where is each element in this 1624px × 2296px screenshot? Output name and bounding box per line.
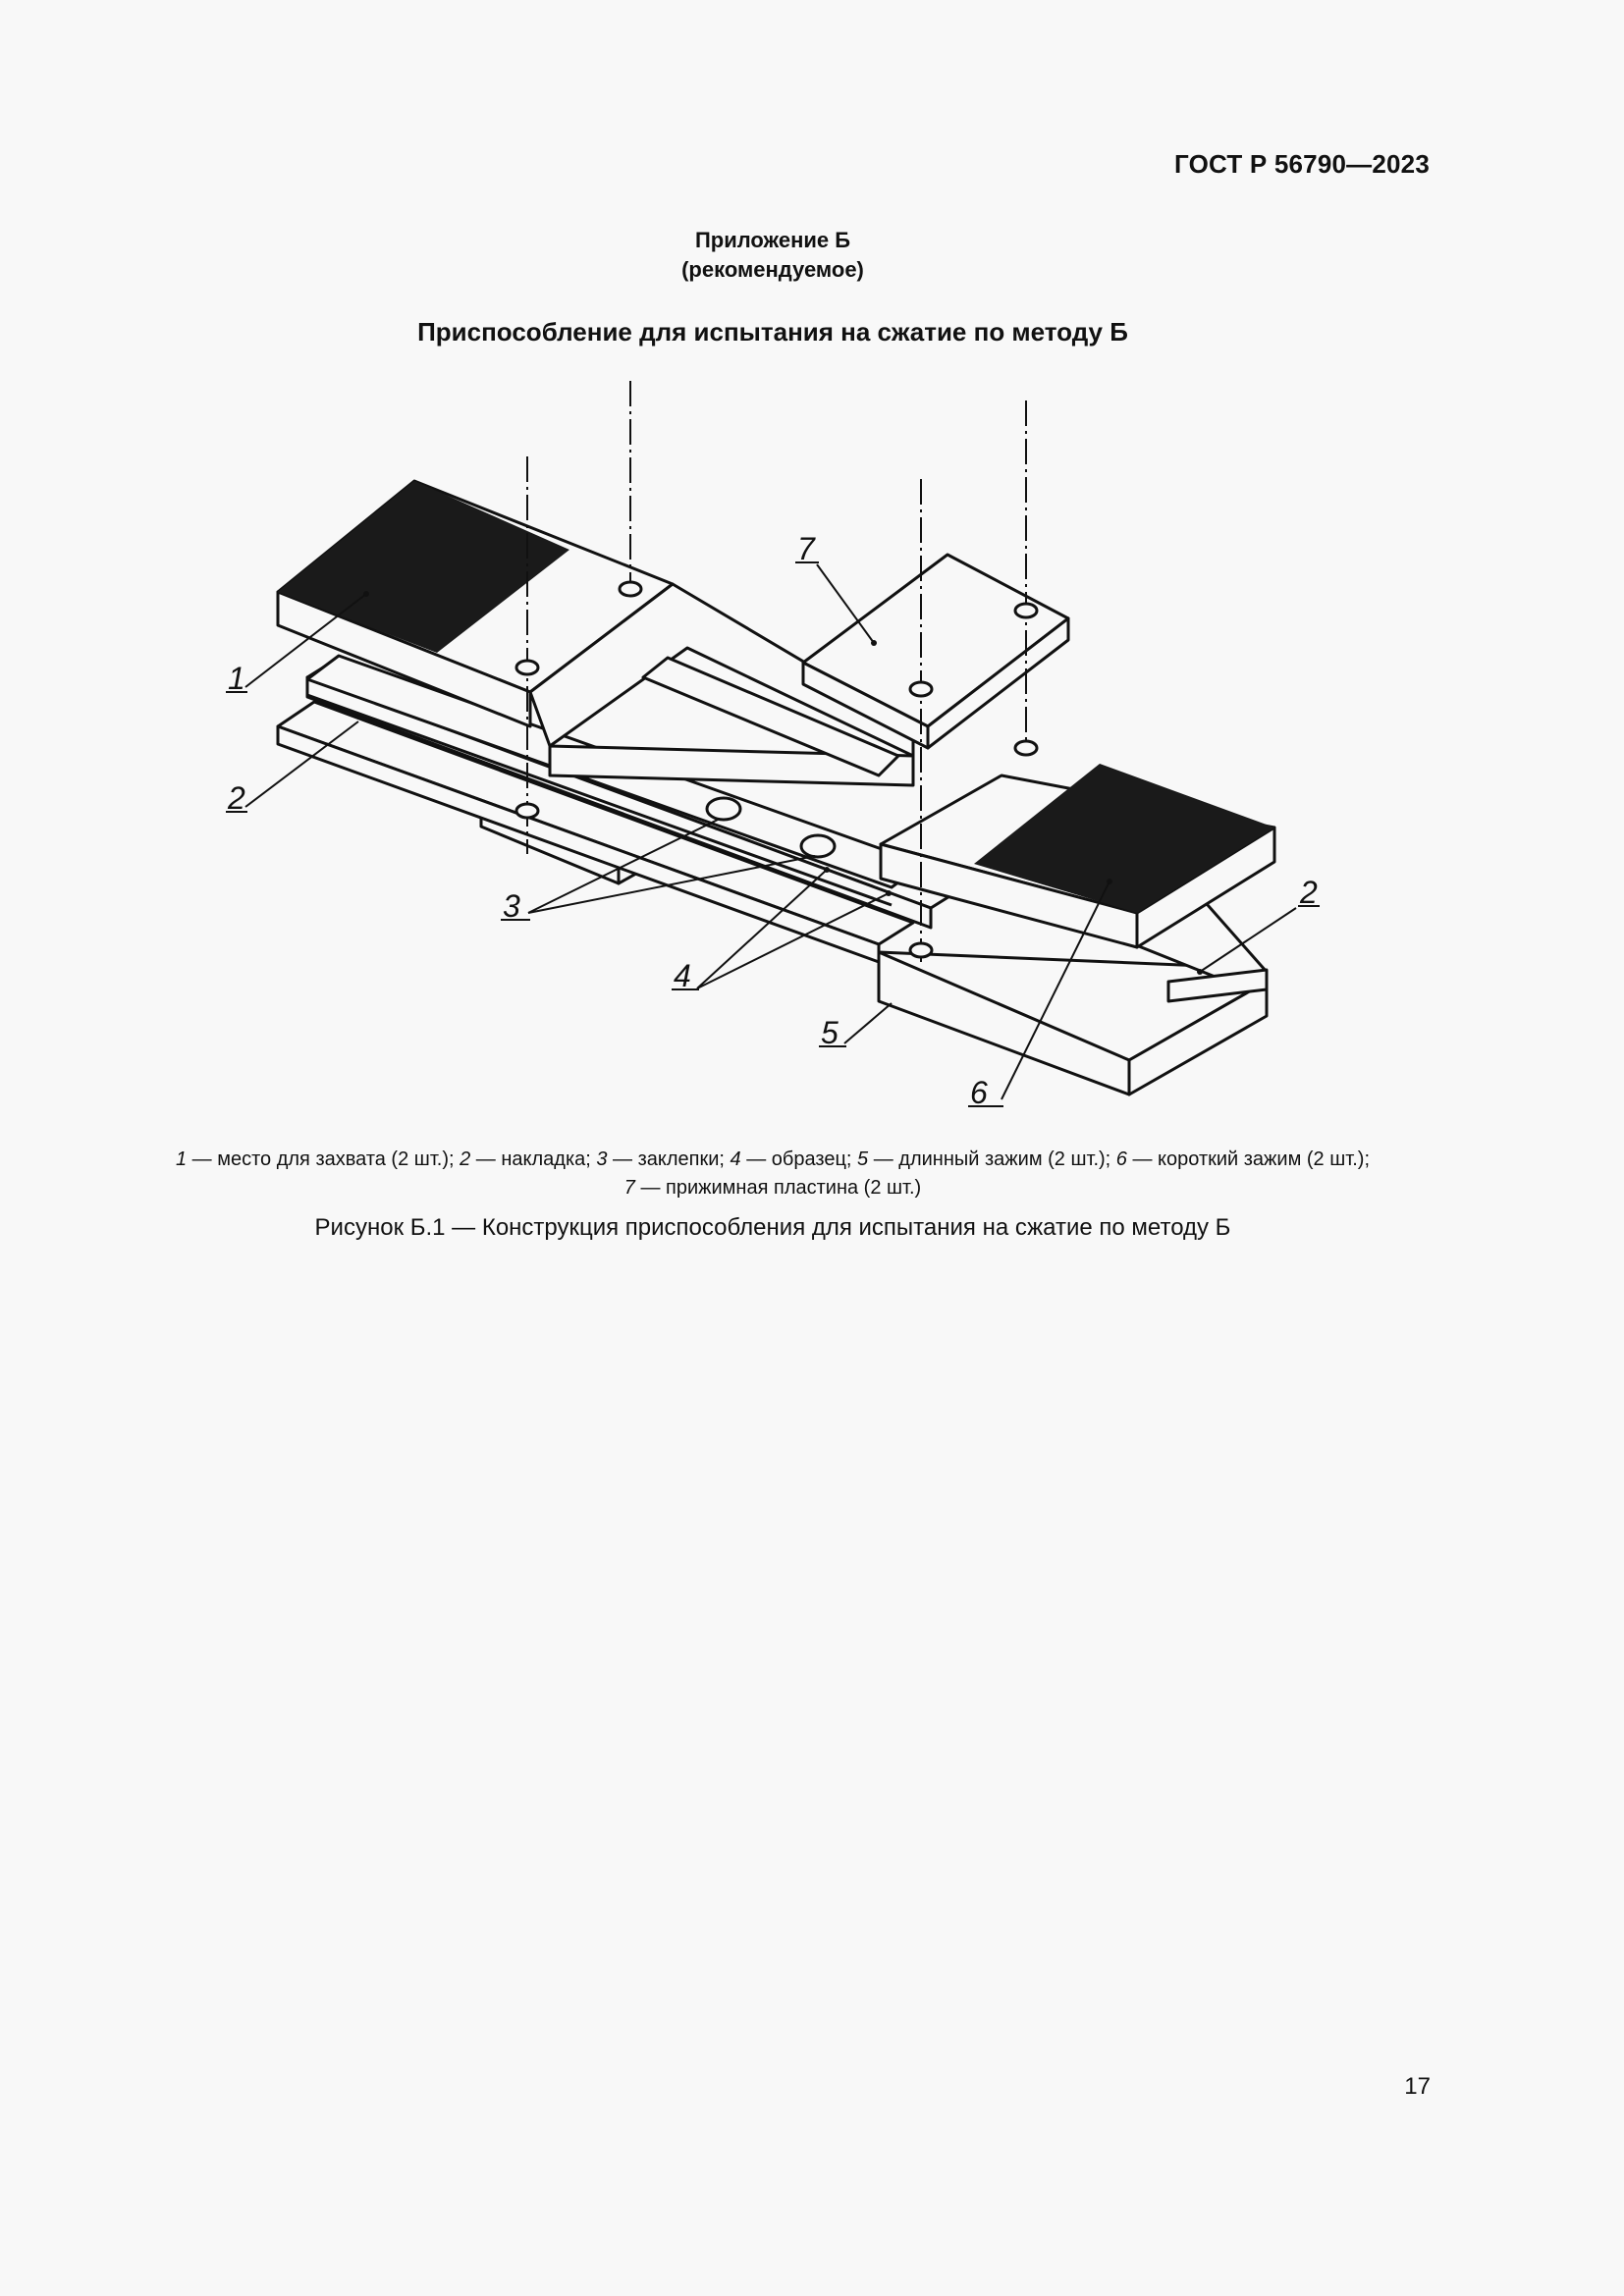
callout-5: 5 — [821, 1015, 839, 1050]
hole — [910, 682, 932, 696]
callout-2-right: 2 — [1300, 875, 1318, 910]
legend-line-1 — [0, 1146, 1545, 1174]
legend-text-7: — прижимная пластина (2 шт.) — [634, 1177, 922, 1199]
hole — [516, 661, 538, 674]
legend-num-1: 1 — [175, 1148, 188, 1170]
legend-text-6: — короткий зажим (2 шт.); — [1126, 1148, 1371, 1170]
legend-text-3: — заклепки; — [607, 1148, 731, 1170]
legend-num-7: 7 — [623, 1177, 635, 1199]
appendix-status: (рекомендуемое) — [681, 257, 864, 282]
rivet — [707, 798, 740, 820]
legend-line-2 — [0, 1174, 1545, 1202]
hole — [1015, 741, 1037, 755]
legend-text-1: — место для захвата (2 шт.); — [187, 1148, 460, 1170]
appendix-title: Приложение Б — [694, 228, 851, 252]
legend-num-3: 3 — [596, 1148, 608, 1170]
leader-dot — [824, 867, 830, 873]
section-title: Приспособление для испытания на сжатие по методу Б — [417, 317, 1128, 347]
leader-dot — [1197, 969, 1203, 975]
legend-text-5: — длинный зажим (2 шт.); — [868, 1148, 1116, 1170]
figure-legend — [0, 1146, 1545, 1202]
rivet — [801, 835, 835, 857]
callout-4: 4 — [674, 958, 691, 993]
leader-dot — [363, 591, 369, 597]
legend-text-4: — образец; — [740, 1148, 858, 1170]
legend-num-6: 6 — [1115, 1148, 1127, 1170]
legend-num-2: 2 — [460, 1148, 471, 1170]
hole — [1015, 604, 1037, 617]
leader-dot — [886, 890, 892, 896]
hole — [910, 943, 932, 957]
fixture-drawing — [0, 0, 1624, 1139]
callout-6: 6 — [970, 1075, 988, 1110]
callout-7: 7 — [797, 531, 815, 566]
hole — [516, 804, 538, 818]
leader-dot — [1107, 879, 1112, 884]
legend-num-5: 5 — [857, 1148, 869, 1170]
callout-2-left: 2 — [228, 780, 245, 816]
standard-code: ГОСТ Р 56790—2023 — [1174, 149, 1430, 179]
callout-1: 1 — [228, 661, 245, 696]
callout-3: 3 — [503, 888, 520, 924]
hole — [620, 582, 641, 596]
legend-num-4: 4 — [730, 1148, 741, 1170]
page-number: 17 — [1404, 2073, 1431, 2100]
legend-text-2: — накладка; — [470, 1148, 597, 1170]
figure-caption: Рисунок Б.1 — Конструкция приспособления для испытания на сжатие по методу Б — [314, 1214, 1231, 1241]
leader-dot — [871, 640, 877, 646]
